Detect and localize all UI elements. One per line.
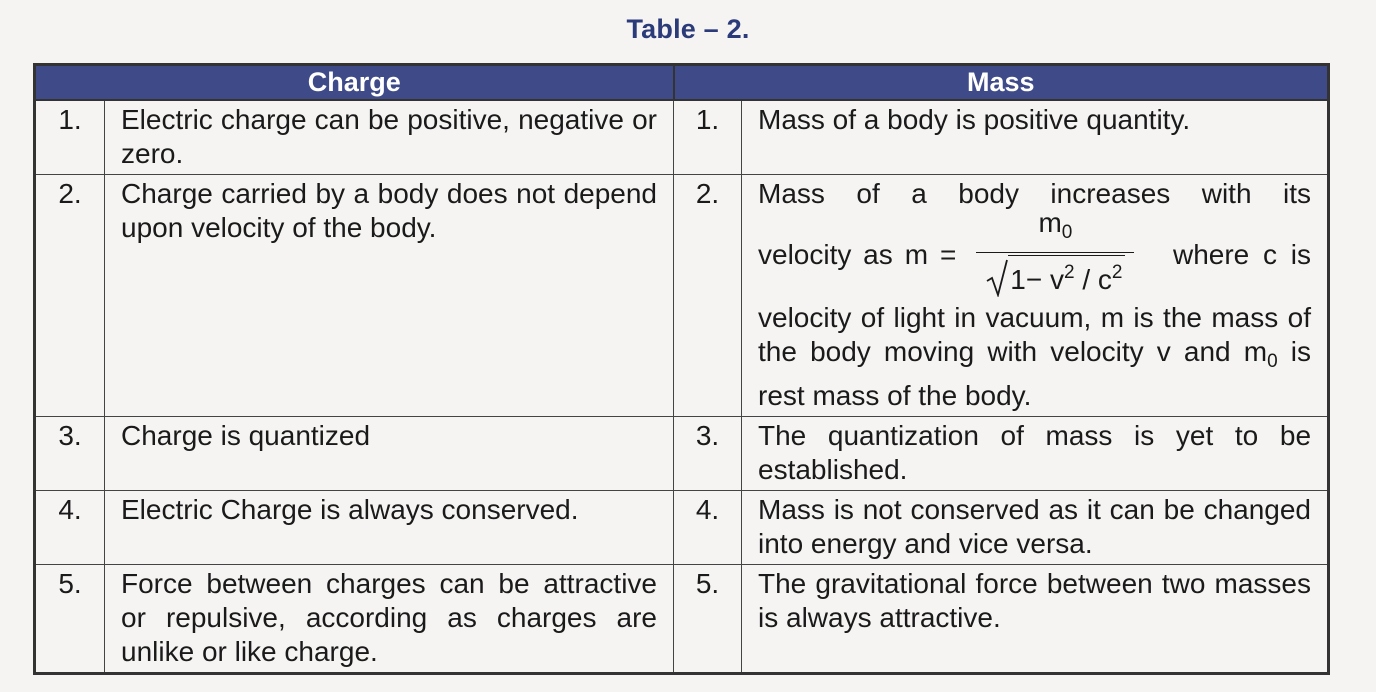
charge-item-number: 3.: [35, 417, 105, 491]
relativistic-mass-formula: [758, 206, 1312, 301]
mass-item-text: Mass of a body is positive quantity.: [742, 100, 1329, 175]
mass-item-number: 2.: [674, 175, 742, 417]
charge-item-text: Charge carried by a body does not depend upon velocity of the body.: [105, 175, 674, 417]
header-row: [35, 65, 1329, 101]
formula-fraction: [976, 206, 1134, 305]
mass-text-intro: Mass of a body increases with its: [758, 178, 1312, 209]
formula-denominator: [986, 253, 1124, 305]
radicand: $1- v^2 / c^2$: [1008, 255, 1124, 297]
mass-header: Mass: [674, 65, 1329, 101]
table-row: [35, 565, 1329, 674]
table-row: [35, 175, 1329, 417]
charge-item-number: 2.: [35, 175, 105, 417]
table-row: [35, 417, 1329, 491]
mass-item-text: The quantization of mass is yet to be established.: [742, 417, 1329, 491]
comparison-table: [33, 63, 1330, 675]
charge-item-text: Force between charges can be attractive or repulsive, according as charges are unlike or like charge.: [105, 565, 674, 674]
formula-suffix: where c is: [1172, 239, 1312, 270]
table-row: [35, 100, 1329, 175]
charge-item-text: Charge is quantized: [105, 417, 674, 491]
square-root: [986, 255, 1124, 297]
table-row: [35, 491, 1329, 565]
mass-item-number: 3.: [674, 417, 742, 491]
charge-item-number: 5.: [35, 565, 105, 674]
table-title: Table – 2.: [626, 14, 750, 44]
formula-numerator: $m_0$: [976, 206, 1134, 253]
mass-item-text: Mass is not conserved as it can be changed into energy and vice versa.: [742, 491, 1329, 565]
formula-equals: =: [940, 239, 957, 270]
mass-text-continuation: velocity of light in vacuum, m is the mass of the body moving with velocity v and $m_0$ is rest mass of the body.: [758, 302, 1312, 411]
radical-sign-icon: [986, 259, 1008, 297]
mass-item-number: 5.: [674, 565, 742, 674]
mass-item-number: 1.: [674, 100, 742, 175]
rest-mass-subscript: 0: [1061, 221, 1073, 243]
mass-item-number: 4.: [674, 491, 742, 565]
mass-item-text: The gravitational force between two masses is always attractive.: [742, 565, 1329, 674]
formula-prefix: velocity as: [758, 239, 893, 270]
charge-header: Charge: [35, 65, 674, 101]
mass-item-text: [742, 175, 1329, 417]
formula-lhs: m: [904, 239, 929, 270]
charge-item-text: Electric Charge is always conserved.: [105, 491, 674, 565]
charge-item-number: 4.: [35, 491, 105, 565]
charge-item-text: Electric charge can be positive, negative or zero.: [105, 100, 674, 175]
charge-item-number: 1.: [35, 100, 105, 175]
